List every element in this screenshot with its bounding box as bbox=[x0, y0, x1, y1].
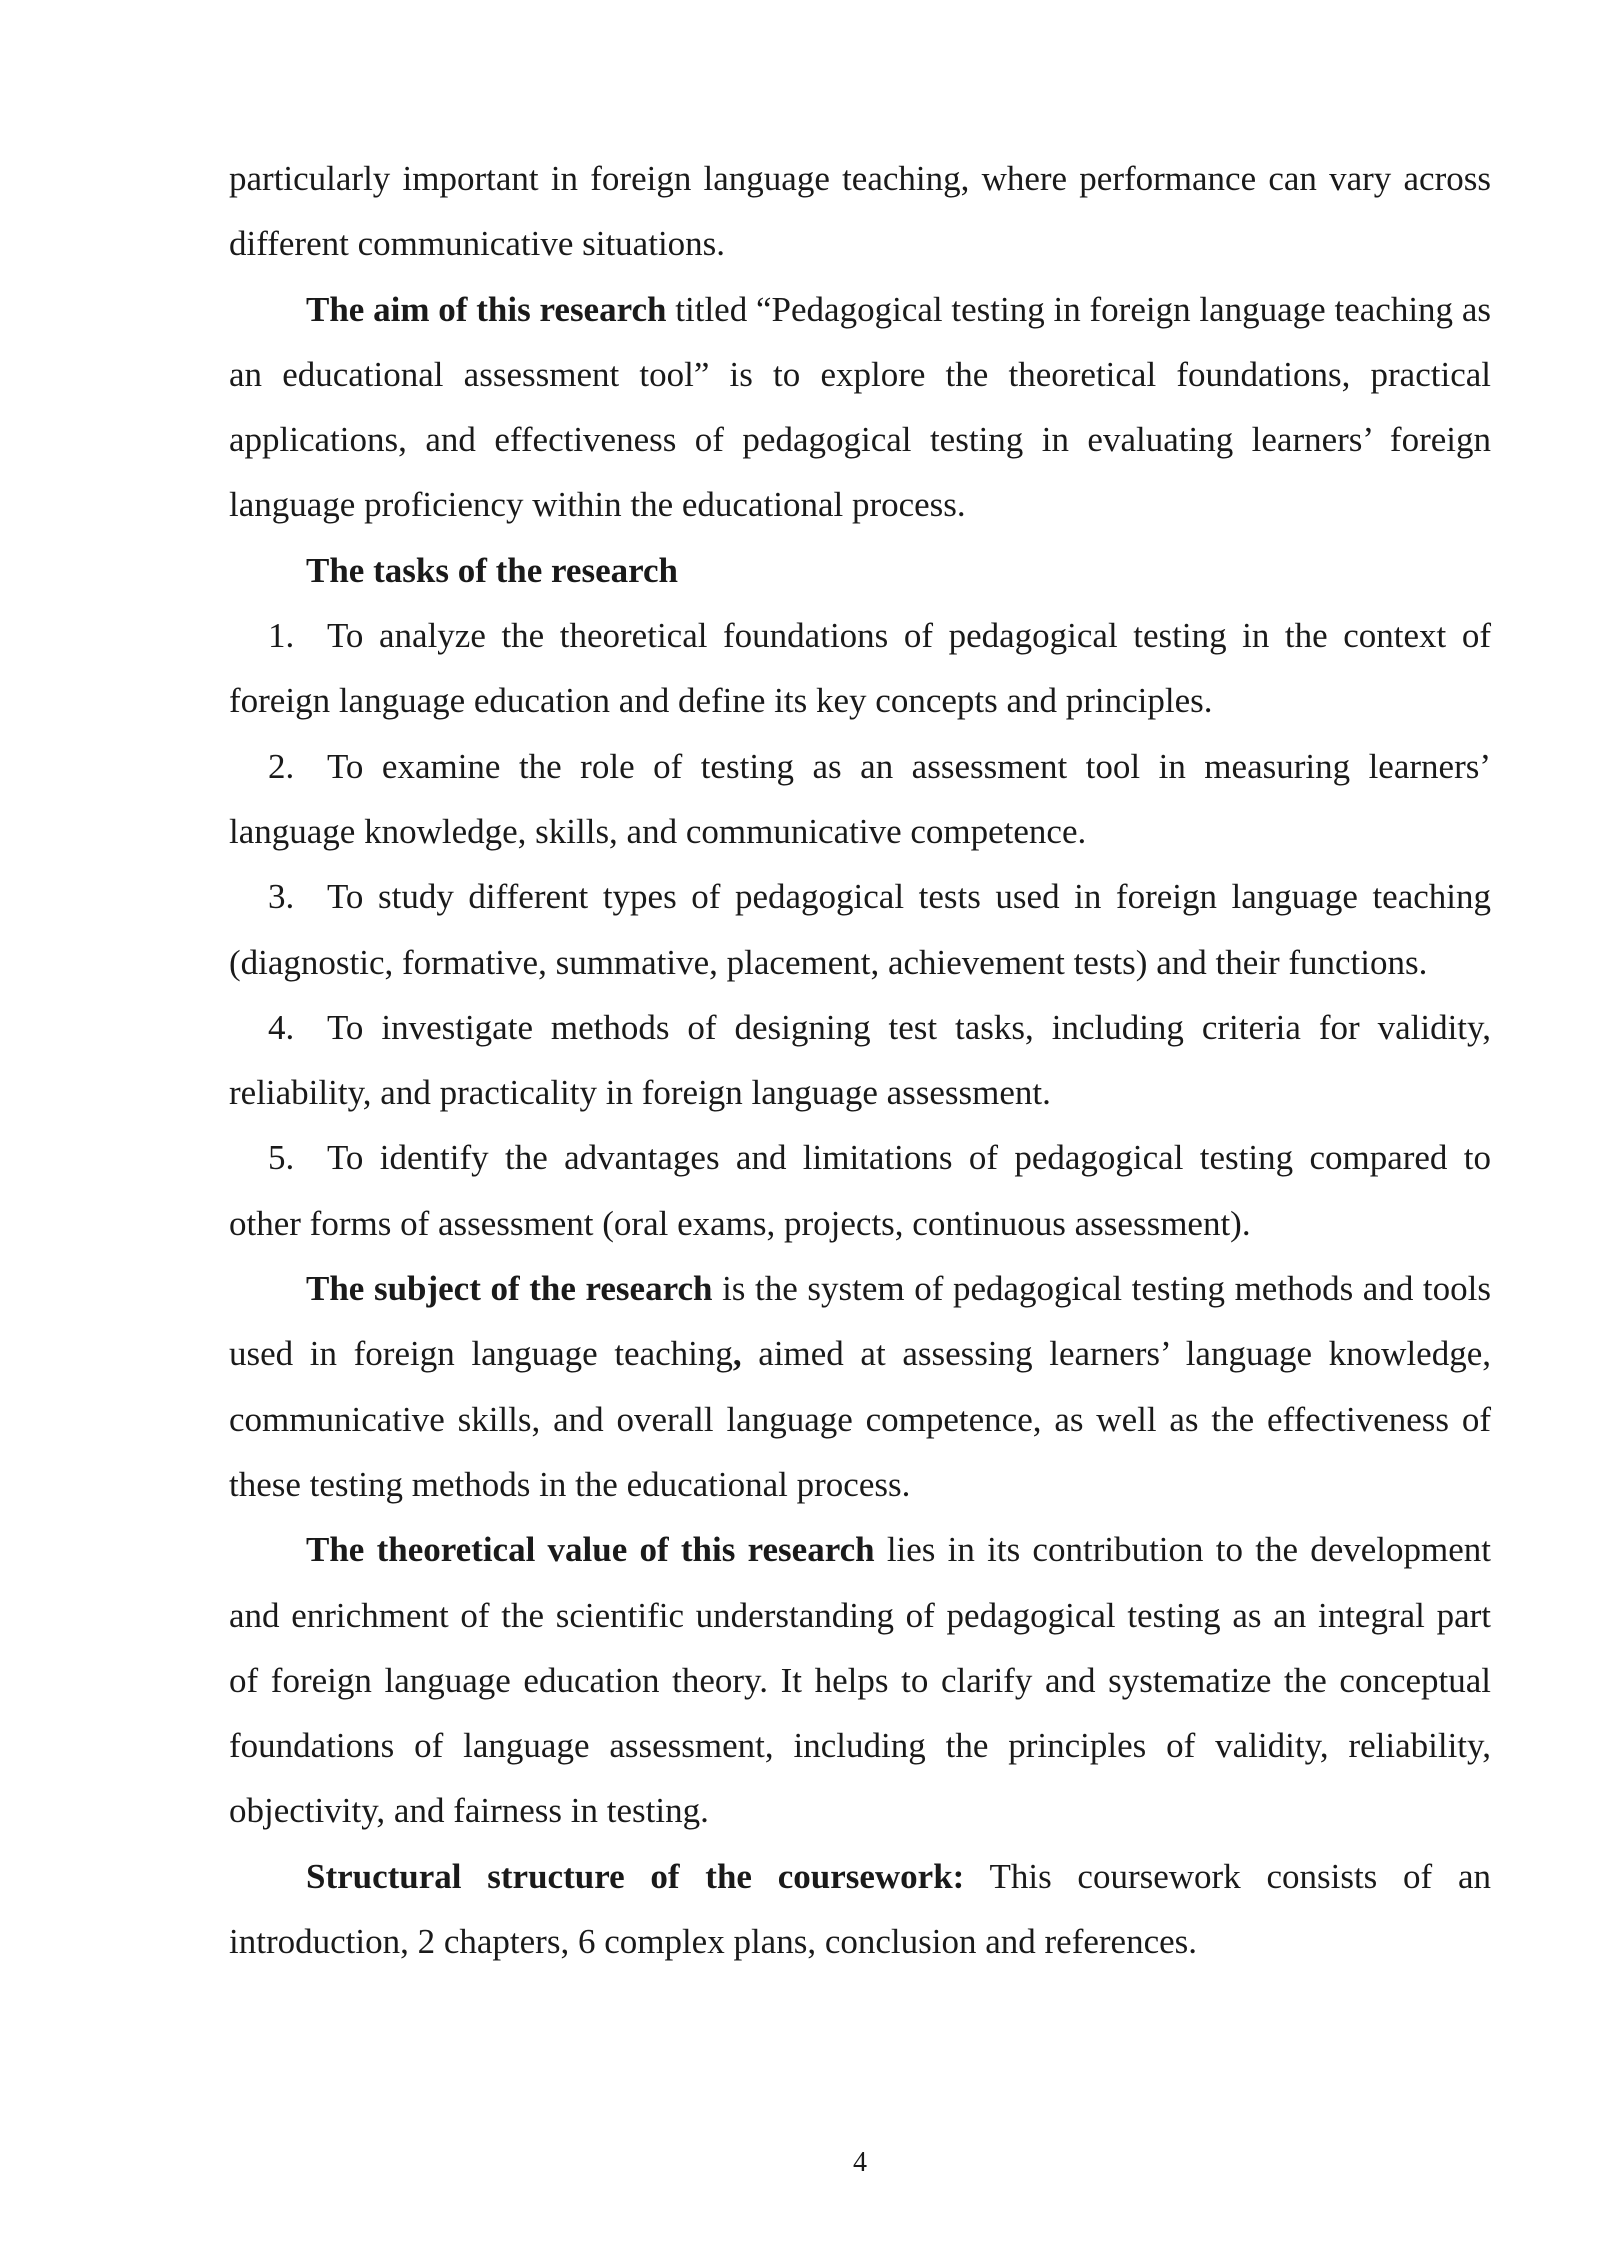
task-number: 5. bbox=[268, 1138, 295, 1178]
subject-bold-comma: , bbox=[732, 1334, 742, 1374]
task-number: 2. bbox=[268, 746, 295, 786]
intro-continuation-paragraph: particularly important in foreign language teaching, where performance can vary across different communicative situations. bbox=[229, 159, 1491, 264]
structure-paragraph bbox=[229, 1844, 1491, 1975]
task-text: To identify the advantages and limitations of pedagogical testing compared to other forms of assessment (oral exams, projects, continuous assessment). bbox=[229, 1138, 1491, 1243]
task-number: 3. bbox=[268, 877, 295, 917]
tasks-heading bbox=[229, 538, 1491, 603]
document-page bbox=[229, 146, 1491, 1974]
subject-paragraph bbox=[229, 1256, 1491, 1517]
theoretical-value-paragraph bbox=[229, 1517, 1491, 1843]
task-item-3 bbox=[229, 864, 1491, 995]
task-item-5 bbox=[229, 1125, 1491, 1256]
task-text: To analyze the theoretical foundations of pedagogical testing in the context of foreign language education and define its key concepts and principles. bbox=[229, 616, 1491, 721]
structure-heading: Structural structure of the coursework: bbox=[306, 1856, 965, 1896]
task-item-1 bbox=[229, 603, 1491, 734]
theoretical-value-heading: The theoretical value of this research bbox=[306, 1530, 875, 1570]
theoretical-value-text: lies in its contribution to the development and enrichment of the scientific understanding of pedagogical testing as an integral part of foreign language education theory. It helps to clarify and systematize the conceptual foundations of language assessment, including the principles of validity, reliability, objectivity, and fairness in testing. bbox=[229, 1530, 1491, 1831]
subject-heading: The subject of the research bbox=[306, 1269, 713, 1309]
task-text: To examine the role of testing as an assessment tool in measuring learners’ language knowledge, skills, and communicative competence. bbox=[229, 746, 1491, 851]
task-text: To study different types of pedagogical tests used in foreign language teaching (diagnostic, formative, summative, placement, achievement tests) and their functions. bbox=[229, 877, 1491, 982]
aim-text: titled “Pedagogical testing in foreign language teaching as an educational assessment tool” is to explore the theoretical foundations, practical applications, and effectiveness of pedagogical testing in evaluating learners’ foreign language proficiency within the educational process. bbox=[229, 289, 1491, 525]
subject-text-after: aimed at assessing learners’ language knowledge, communicative skills, and overall language competence, as well as the effectiveness of these testing methods in the educational process. bbox=[229, 1334, 1491, 1504]
structure-text: This coursework consists of an introduction, 2 chapters, 6 complex plans, conclusion and references. bbox=[229, 1856, 1491, 1962]
aim-heading: The aim of this research bbox=[306, 289, 667, 329]
task-item-4 bbox=[229, 995, 1491, 1126]
task-number: 1. bbox=[268, 616, 295, 656]
page-number: 4 bbox=[853, 2147, 867, 2178]
tasks-heading-text: The tasks of the research bbox=[306, 550, 679, 590]
task-number: 4. bbox=[268, 1007, 295, 1047]
subject-text-before: is the system of pedagogical testing methods and tools used in foreign language teaching bbox=[229, 1269, 1491, 1374]
task-item-2 bbox=[229, 734, 1491, 865]
aim-paragraph bbox=[229, 277, 1491, 538]
task-text: To investigate methods of designing test tasks, including criteria for validity, reliability, and practicality in foreign language assessment. bbox=[229, 1007, 1491, 1113]
tasks-list bbox=[229, 603, 1491, 1256]
